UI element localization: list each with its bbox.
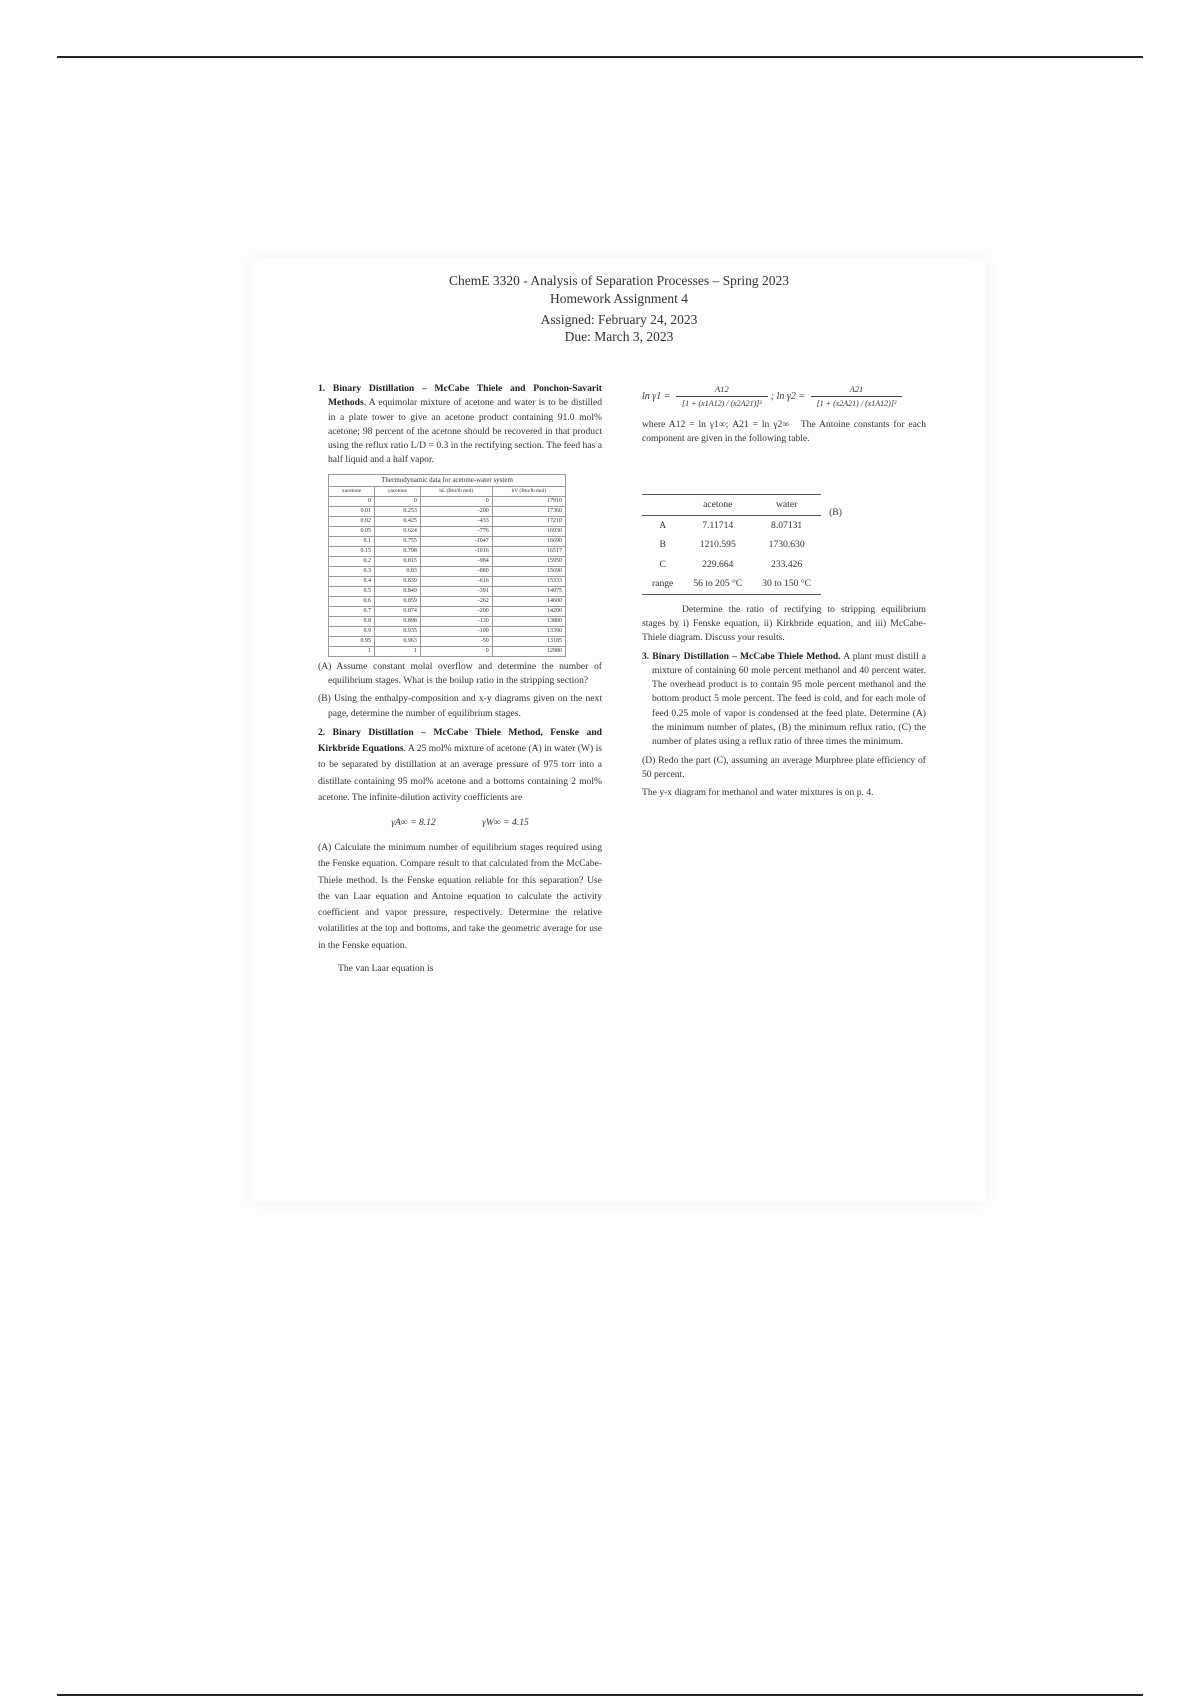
table-cell: -433 — [420, 516, 492, 526]
thermo-data-table — [328, 474, 566, 657]
table-cell: 30 to 150 °C — [752, 574, 821, 594]
where-clause: where A12 = ln γ1∞; A21 = ln γ2∞ — [642, 418, 790, 430]
table-cell: 16930 — [492, 526, 565, 536]
table-row — [329, 646, 566, 656]
table-cell: 13185 — [492, 636, 565, 646]
table-cell: 7.11714 — [702, 519, 734, 531]
table-cell: 0.7 — [329, 606, 375, 616]
fraction-numerator: A21 — [811, 382, 903, 397]
gamma-acetone: γA∞ = 8.12 — [391, 816, 436, 828]
van-laar-intro: The van Laar equation is — [338, 962, 434, 974]
table-cell: 0 — [329, 496, 375, 506]
table-cell: 0 — [374, 496, 420, 506]
table-cell: -616 — [420, 576, 492, 586]
table-row — [642, 574, 821, 594]
table-cell: 0.624 — [374, 526, 420, 536]
table-cell: 0.798 — [374, 546, 420, 556]
table-cell: 0 — [420, 496, 492, 506]
table-cell: 0.815 — [374, 556, 420, 566]
table-row — [329, 496, 566, 506]
table-row — [329, 616, 566, 626]
gamma-water: γW∞ = 4.15 — [482, 816, 529, 828]
table-cell: 17210 — [492, 516, 565, 526]
table-row — [329, 606, 566, 616]
table-cell: -880 — [420, 566, 492, 576]
thermo-table-title: Thermodynamic data for acetone-water system — [328, 474, 566, 486]
table-cell: 0.935 — [374, 626, 420, 636]
problem-3-body: A plant must distill a mixture of containing 60 mole percent methanol and 40 percent water. The overhead product is to contain 95 mole percent methanol and the bottom product 5 mole percent. The feed is cold, and for each mole of feed 0.25 mole of vapor is condensed at the feed plate. Determine (A) the minimum number of plates, (B) the minimum reflux ratio, (C) the number of plates using a reflux ratio of three times the minimum. — [652, 650, 926, 748]
table-cell: 0.15 — [329, 546, 375, 556]
table-cell: -130 — [420, 616, 492, 626]
table-cell: 1730.630 — [768, 539, 805, 551]
table-cell: B — [659, 539, 666, 551]
table-row — [642, 515, 821, 535]
table-cell: 0.898 — [374, 616, 420, 626]
problem-1-text — [318, 382, 602, 468]
table-row — [329, 586, 566, 596]
table-cell: 17910 — [492, 496, 565, 506]
table-cell: 0.05 — [329, 526, 375, 536]
table-cell: 229.664 — [702, 558, 734, 570]
problem-2-part-b: Determine the ratio of rectifying to stripping equilibrium stages by i) Fenske equation, ii) Kirkbride equation, and iii) McCabe-Thiele diagram. Discuss your results. — [642, 603, 926, 644]
antoine-header — [642, 495, 821, 516]
table-row — [329, 576, 566, 586]
table-cell: 0.5 — [329, 586, 375, 596]
table-cell: 14975 — [492, 586, 565, 596]
eq-ln-gamma2: ln γ2 = — [776, 391, 806, 403]
antoine-table — [642, 494, 821, 595]
table-cell: 14600 — [492, 596, 565, 606]
table-row — [329, 526, 566, 536]
assigned-date: Assigned: February 24, 2023 — [540, 312, 698, 327]
table-cell: 15333 — [492, 576, 565, 586]
table-cell: -100 — [420, 626, 492, 636]
problem-2-title: 2. Binary Distillation – McCabe Thiele Method, Fenske and Kirkbride Equations — [318, 726, 602, 755]
fraction-denominator: [1 + (x1A12) / (x2A21)]² — [681, 399, 762, 409]
right-column — [642, 382, 926, 805]
table-cell: 0.6 — [329, 596, 375, 606]
table-cell: 233.426 — [771, 558, 803, 570]
thermo-table-body — [329, 496, 566, 656]
table-cell: -50 — [420, 636, 492, 646]
problem-1-part-a: (A) Assume constant molal overflow and determine the number of equilibrium stages. What is the boilup ratio in the stripping section? — [318, 660, 602, 687]
table-cell: 0.8 — [329, 616, 375, 626]
table-cell: 1 — [329, 646, 375, 656]
table-row — [642, 555, 821, 575]
table-cell: 0.253 — [374, 506, 420, 516]
problem-1-body: . A equimolar mixture of acetone and water is to be distilled in a plate tower to give an acetone product containing 91.0 mol% acetone; 98 percent of the acetone should be recovered in that product using the reflux ratio L/D = 0.3 in the rectifying section. The feed has a half liquid and a half vapor. — [328, 397, 602, 466]
fraction-denominator: [1 + (x2A21) / (x1A12)]² — [816, 399, 897, 409]
table-row — [329, 506, 566, 516]
problem-3-part-d: (D) Redo the part (C), assuming an average Murphree plate efficiency of 50 percent. — [642, 754, 926, 780]
table-cell: 0 — [420, 646, 492, 656]
table-cell: 0.963 — [374, 636, 420, 646]
course-title: ChemE 3320 - Analysis of Separation Processes – Spring 2023 — [448, 273, 790, 288]
infinite-dilution-coefficients — [318, 816, 602, 830]
table-cell: 15950 — [492, 556, 565, 566]
table-cell: 0.4 — [329, 576, 375, 586]
table-cell: C — [659, 558, 666, 570]
col-header: acetone — [683, 495, 752, 516]
due-date: Due: March 3, 2023 — [564, 329, 674, 344]
van-laar-fraction-2 — [811, 382, 903, 412]
problem-1-part-b: (B) Using the enthalpy-composition and x-y diagrams given on the next page, determine the number of equilibrium stages. — [318, 693, 602, 719]
table-row — [329, 556, 566, 566]
left-column — [318, 382, 602, 980]
thermo-table-header — [329, 486, 566, 496]
table-cell: 0.839 — [374, 576, 420, 586]
table-row — [642, 535, 821, 555]
problem-2-body: . A 25 mol% mixture of acetone (A) in water (W) is to be separated by distillation at an average pressure of 975 torr into a distillate containing 95 mol% acetone and a bottoms containing 2 mol% acetone. The infinite-dilution activity coefficients are — [318, 743, 602, 803]
col-header: hV (Btu/lb mol) — [492, 486, 565, 496]
table-cell: 0.425 — [374, 516, 420, 526]
table-cell: 0.755 — [374, 536, 420, 546]
table-cell: 56 to 205 °C — [683, 574, 752, 594]
table-cell: 0.859 — [374, 596, 420, 606]
problem-2-text — [318, 725, 602, 806]
table-cell: 8.07131 — [771, 519, 803, 531]
table-cell: 0.95 — [329, 636, 375, 646]
table-cell: range — [642, 574, 683, 594]
col-header — [642, 495, 683, 516]
table-row — [329, 626, 566, 636]
top-rule — [57, 56, 1143, 58]
table-row — [329, 516, 566, 526]
problem-3-text — [642, 650, 926, 750]
table-cell: -200 — [420, 506, 492, 516]
table-cell: -200 — [420, 606, 492, 616]
table-row — [329, 546, 566, 556]
table-cell: 0.874 — [374, 606, 420, 616]
document-page — [252, 258, 986, 1202]
table-row — [329, 596, 566, 606]
table-cell: -262 — [420, 596, 492, 606]
part-b-tag: (B) — [829, 506, 842, 518]
table-cell: 17360 — [492, 506, 565, 516]
table-row — [329, 536, 566, 546]
table-cell: 13800 — [492, 616, 565, 626]
antoine-intro: The Antoine constants for each component are given in the following table. — [642, 418, 926, 444]
table-cell: 1 — [374, 646, 420, 656]
table-cell: 12980 — [492, 646, 565, 656]
table-cell: 16690 — [492, 536, 565, 546]
table-cell: -391 — [420, 586, 492, 596]
col-header: xacetone — [329, 486, 375, 496]
table-cell: -1047 — [420, 536, 492, 546]
antoine-table-wrap — [642, 450, 926, 603]
van-laar-equations: ln γ1 = $\frac{A12}{\text{[1 + (x1A12) / (x2A21)]²}}$ ; ln γ2 = $\frac{A21}{\text{[1 + (x2A21) / (x1A12)]²}}$ — [642, 382, 926, 412]
problem-2-part-a: (A) Calculate the minimum number of equilibrium stages required using the Fenske equation. Compare result to that calculated from the McCabe-Thiele method. Is the Fenske equation reliable for this separation? Use the van Laar equation and Antoine equation to calculate the activity coefficient and vapor pressure, respectively. Determine the relative volatilities at the top and bottoms, and take the geometric average for use in the Fenske equation. — [318, 842, 602, 951]
fraction-numerator: A12 — [676, 382, 768, 397]
problem-1-title: 1. Binary Distillation – McCabe Thiele and Ponchon-Savarit Methods — [318, 383, 602, 409]
table-cell: 0.1 — [329, 536, 375, 546]
table-cell: -984 — [420, 556, 492, 566]
antoine-intro-text — [642, 418, 926, 447]
eq-ln-gamma1: ln γ1 = — [642, 391, 671, 403]
antoine-table-body — [642, 515, 821, 594]
table-row — [329, 566, 566, 576]
problem-3-note: The y-x diagram for methanol and water mixtures is on p. 4. — [642, 787, 874, 799]
table-cell: 15690 — [492, 566, 565, 576]
table-cell: 14200 — [492, 606, 565, 616]
col-header: hL (Btu/lb mol) — [420, 486, 492, 496]
table-cell: 0.849 — [374, 586, 420, 596]
problem-3-title: 3. Binary Distillation – McCabe Thiele Method. — [642, 650, 841, 662]
col-header: yacetone — [374, 486, 420, 496]
table-cell: 0.02 — [329, 516, 375, 526]
van-laar-fraction-1 — [676, 382, 768, 412]
table-cell: A — [659, 519, 667, 531]
table-cell: 0.3 — [329, 566, 375, 576]
table-cell: 16517 — [492, 546, 565, 556]
table-row — [329, 636, 566, 646]
table-cell: 0.83 — [374, 566, 420, 576]
table-cell: -1016 — [420, 546, 492, 556]
assignment-title: Homework Assignment 4 — [550, 291, 688, 306]
table-cell: 1210.595 — [699, 539, 736, 551]
table-cell: 0.01 — [329, 506, 375, 516]
table-cell: -776 — [420, 526, 492, 536]
table-cell: 13390 — [492, 626, 565, 636]
bottom-rule — [57, 1694, 1143, 1696]
col-header: water — [752, 495, 821, 516]
table-cell: 0.9 — [329, 626, 375, 636]
table-cell: 0.2 — [329, 556, 375, 566]
